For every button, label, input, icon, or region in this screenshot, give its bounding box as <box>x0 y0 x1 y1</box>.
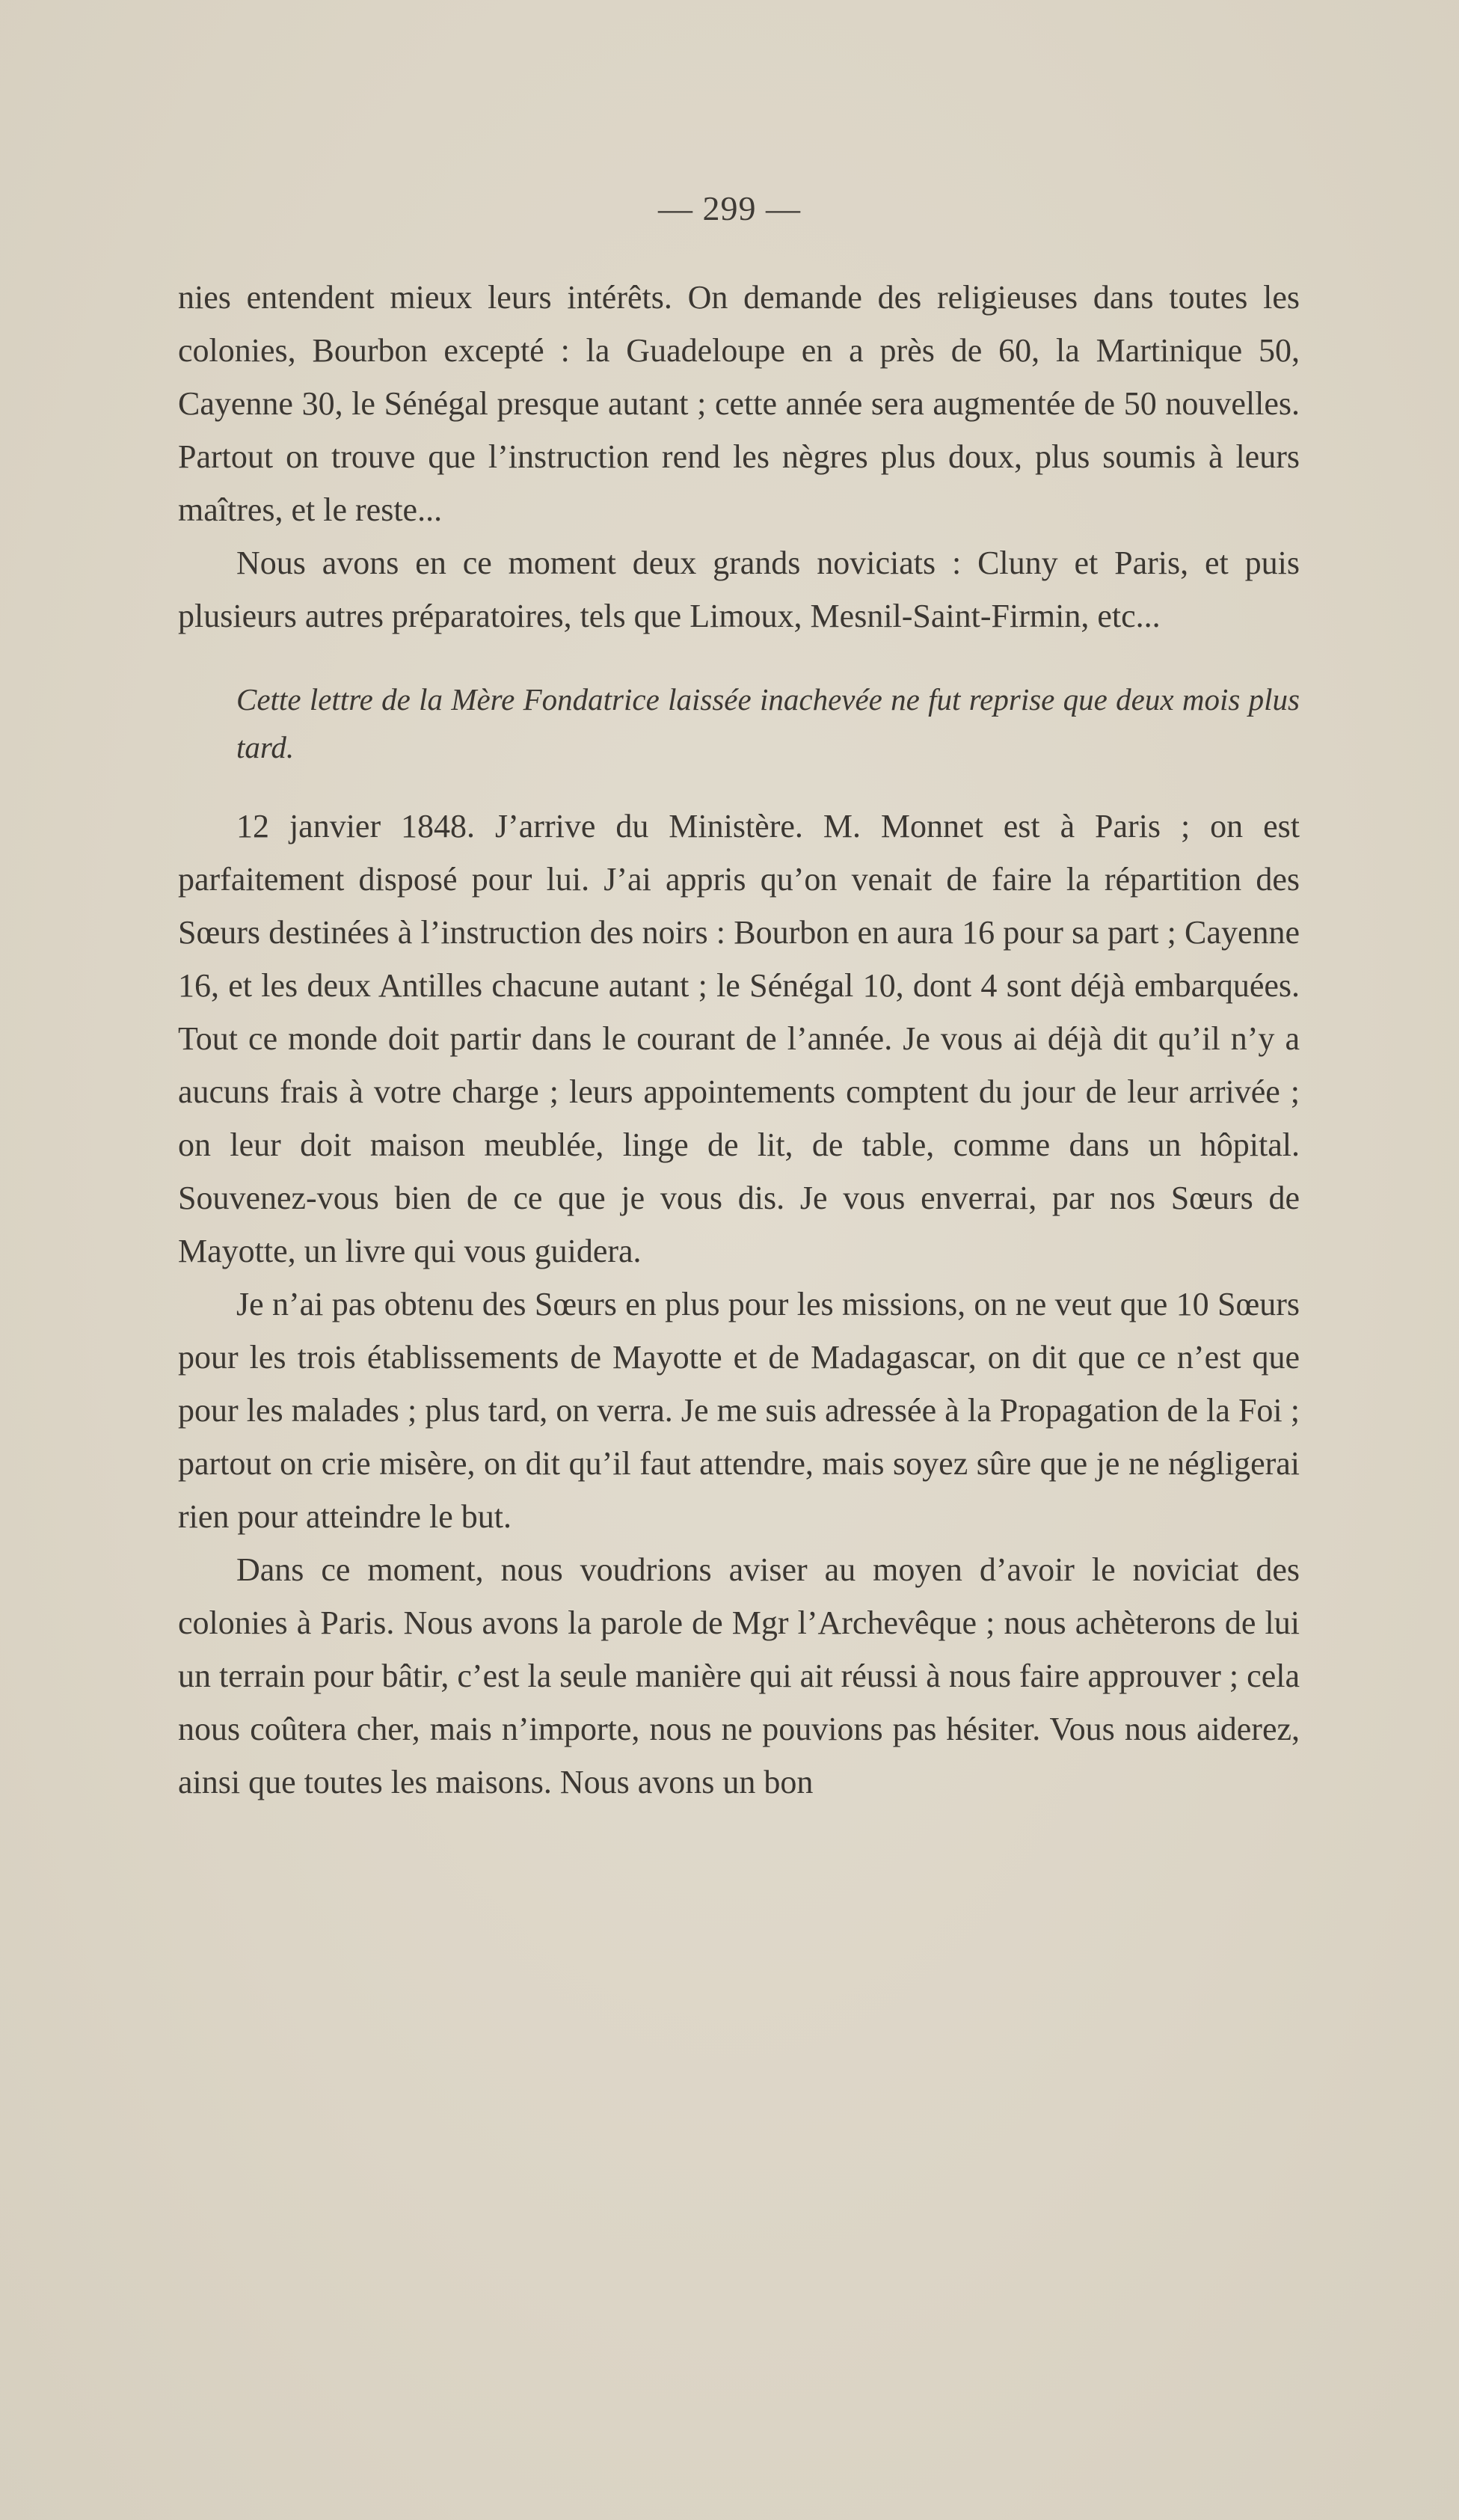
page-number: — 299 — <box>658 189 801 227</box>
paragraph-continuation: nies entendent mieux leurs intérêts. On demande des religieuses dans toutes les colonies, Bourbon excepté : la Guadeloupe en a près de 60, la Martinique 50, Cayenne 30, le Sénégal presque autant ; cette année sera augmentée de 50 nouvelles. Partout on trouve que l’instruction rend les nègres plus doux, plus soumis à leurs maîtres, et le reste... <box>178 279 1300 528</box>
paragraph-missions: Je n’ai pas obtenu des Sœurs en plus pour les missions, on ne veut que 10 Sœurs pour les trois établissements de Mayotte et de Madagascar, on dit que ce n’est que pour les malades ; plus tard, on verra. Je me suis adressée à la Propagation de la Foi ; partout on crie misère, on dit qu’il faut attendre, mais soyez sûre que je ne négligerai rien pour atteindre le but. <box>178 1286 1300 1535</box>
page-body-text <box>178 271 1300 1809</box>
editorial-note: Cette lettre de la Mère Fondatrice laissée inachevée ne fut reprise que deux mois plus tard. <box>236 682 1300 764</box>
paragraph-12-janvier: 12 janvier 1848. J’arrive du Ministère. M. Monnet est à Paris ; on est parfaitement disposé pour lui. J’ai appris qu’on venait de faire la répartition des Sœurs destinées à l’instruction des noirs : Bourbon en aura 16 pour sa part ; Cayenne 16, et les deux Antilles chacune autant ; le Sénégal 10, dont 4 sont déjà embarquées. Tout ce monde doit partir dans le courant de l’année. Je vous ai déjà dit qu’il n’y a aucuns frais à votre charge ; leurs appointements comptent du jour de leur arrivée ; on leur doit maison meublée, linge de lit, de table, comme dans un hôpital. Souvenez-vous bien de ce que je vous dis. Je vous enverrai, par nos Sœurs de Mayotte, un livre qui vous guidera. <box>178 808 1300 1269</box>
paragraph-noviciat-paris: Dans ce moment, nous voudrions aviser au moyen d’avoir le noviciat des colonies à Paris. Nous avons la parole de Mgr l’Archevêque ; nous achèterons de lui un terrain pour bâtir, c’est la seule manière qui ait réussi à nous faire approuver ; cela nous coûtera cher, mais n’importe, nous ne pouvions pas hésiter. Vous nous aiderez, ainsi que toutes les maisons. Nous avons un bon <box>178 1551 1300 1800</box>
paragraph-noviciats: Nous avons en ce moment deux grands noviciats : Cluny et Paris, et puis plusieurs autres préparatoires, tels que Limoux, Mesnil-Saint-Firmin, etc... <box>178 545 1300 634</box>
